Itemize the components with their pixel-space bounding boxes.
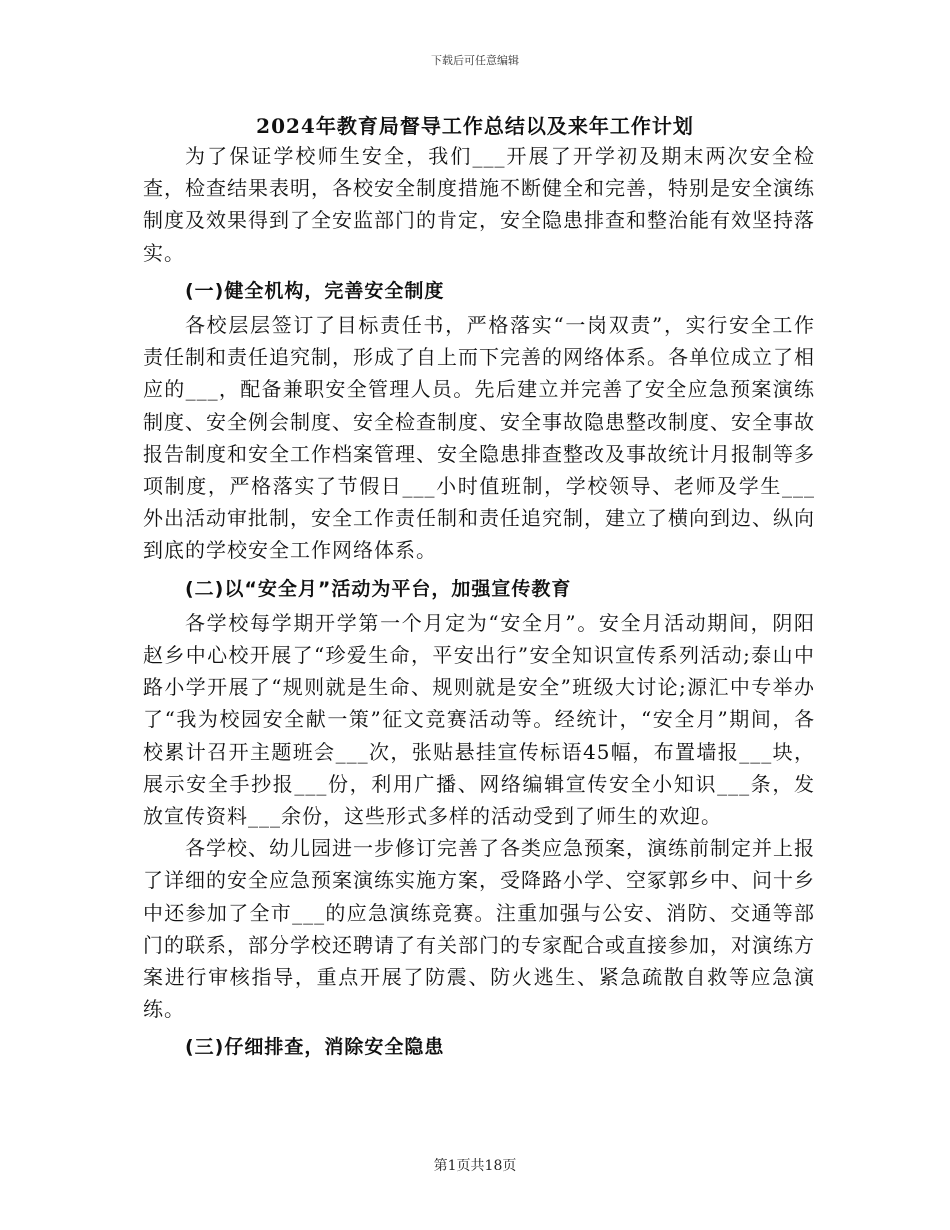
document-title: 2024年教育局督导工作总结以及来年工作计划 — [256, 114, 694, 138]
paragraph-intro: 为了保证学校师生安全，我们___开展了开学初及期末两次安全检查，检查结果表明，各校安全制度措施不断健全和完善，特别是安全演练制度及效果得到了全安监部门的肯定，安全隐患排查和整治能有效坚持落实。 — [143, 144, 815, 265]
page-number: 第1页共18页 — [433, 1158, 517, 1174]
section-heading-2: (二)以“安全月”活动为平台，加强宣传教育 — [185, 577, 572, 600]
paragraph-section-2a: 各学校每学期开学第一个月定为“安全月”。安全月活动期间，阴阳赵乡中心校开展了“珍爱生命，平安出行”安全知识宣传系列活动;泰山中路小学开展了“规则就是生命、规则就是安全”班级大讨论;源汇中专举办了“我为校园安全献一策”征文竞赛活动等。经统计，“安全月”期间，各校累计召开主题班会___次，张贴悬挂宣传标语45幅，布置墙报___块，展示安全手抄报___份，利用广播、网络编辑宣传安全小知识___条，发放宣传资料___余份，这些形式多样的活动受到了师生的欢迎。 — [143, 610, 815, 829]
section-heading-1: (一)健全机构，完善安全制度 — [185, 279, 445, 302]
header-note: 下载后可任意编辑 — [431, 54, 519, 67]
paragraph-section-1: 各校层层签订了目标责任书，严格落实“一岗双责”，实行安全工作责任制和责任追究制，形成了自上而下完善的网络体系。各单位成立了相应的___，配备兼职安全管理人员。先后建立并完善了安全应急预案演练制度、安全例会制度、安全检查制度、安全事故隐患整改制度、安全事故报告制度和安全工作档案管理、安全隐患排查整改及事故统计月报制等多项制度，严格落实了节假日___小时值班制，学校领导、老师及学生___外出活动审批制，安全工作责任制和责任追究制，建立了横向到边、纵向到底的学校安全工作网络体系。 — [143, 313, 815, 563]
section-heading-3: (三)仔细排查，消除安全隐患 — [185, 1036, 445, 1059]
paragraph-section-2b: 各学校、幼儿园进一步修订完善了各类应急预案，演练前制定并上报了详细的安全应急预案演练实施方案，受降路小学、空冢郭乡中、问十乡中还参加了全市___的应急演练竞赛。注重加强与公安、消防、交通等部门的联系，部分学校还聘请了有关部门的专家配合或直接参加，对演练方案进行审核指导，重点开展了防震、防火逃生、紧急疏散自救等应急演练。 — [143, 836, 815, 1022]
document-body — [143, 140, 815, 1066]
